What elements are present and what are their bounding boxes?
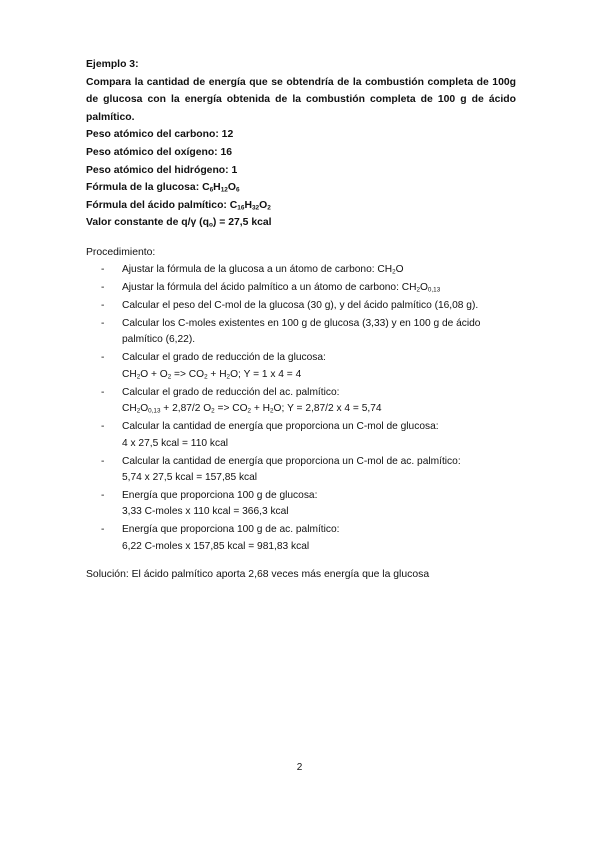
- example-title: Ejemplo 3:: [86, 59, 139, 70]
- list-item: [101, 262, 521, 278]
- list-bullet: -: [101, 352, 105, 364]
- list-item: [101, 454, 521, 487]
- step-result: 3,33 C-moles x 110 kcal = 366,3 kcal: [122, 506, 289, 518]
- step-text: Calcular la cantidad de energía que proporciona un C-mol de ac. palmítico:: [122, 455, 461, 467]
- hydrogen-weight-line: Peso atómico del hidrógeno: 1: [86, 164, 238, 176]
- step-result: 4 x 27,5 kcal = 110 kcal: [122, 437, 228, 449]
- list-bullet: -: [101, 524, 105, 536]
- list-item: [101, 350, 521, 383]
- palmitic-formula-line: Fórmula del ácido palmítico: $C_{16}H_{32}O_2$: [86, 199, 271, 212]
- list-item: [101, 316, 521, 349]
- list-item: [101, 488, 521, 521]
- step-text: Calcular el grado de reducción del ac. palmítico:: [122, 386, 340, 398]
- list-bullet: -: [101, 264, 105, 275]
- list-bullet: -: [101, 455, 105, 467]
- example-header: [86, 56, 516, 232]
- page-number: 2: [296, 762, 303, 773]
- palmitic-reduction-equation: $CH_2O_{0,13} + 2,87/2$ $O_2 => CO_2 + H_2O$; Υ = 2,87/2 x 4 = 5,74: [122, 403, 382, 415]
- step-result: 6,22 C-moles x 157,85 kcal = 981,83 kcal: [122, 540, 310, 552]
- step-text: Energía que proporciona 100 g de glucosa:: [122, 490, 318, 502]
- list-item: [101, 522, 521, 555]
- procedure-title: Procedimiento:: [86, 247, 156, 258]
- oxygen-weight-line: Peso atómico del oxígeno: 16: [86, 146, 233, 158]
- list-item: [101, 298, 521, 314]
- step-text: Ajustar la fórmula de la glucosa a un átomo de carbono: $CH_2O$: [122, 264, 404, 276]
- step-text: Calcular la cantidad de energía que proporciona un C-mol de glucosa:: [122, 421, 439, 433]
- list-item: [101, 419, 521, 452]
- list-item: [101, 280, 521, 296]
- step-text: Calcular los C-moles existentes en 100 g de glucosa (3,33) y en 100 g de ácido palmítico (6,22).: [122, 318, 481, 346]
- glucose-formula-line: Fórmula de la glucosa: $C_6H_{12}O_6$: [86, 182, 240, 194]
- step-text: Ajustar la fórmula del ácido palmítico a un átomo de carbono: $CH_2O_{0,13}$: [122, 282, 441, 294]
- step-result: 5,74 x 27,5 kcal = 157,85 kcal: [122, 472, 258, 484]
- step-text: Energía que proporciona 100 g de ac. palmítico:: [122, 524, 340, 536]
- list-item: [101, 385, 521, 418]
- list-bullet: -: [101, 300, 105, 311]
- step-text: Calcular el peso del C-mol de la glucosa (30 g), y del ácido palmítico (16,08 g).: [122, 300, 479, 311]
- procedure-steps: [101, 262, 521, 557]
- solution-text: Solución: El ácido palmítico aporta 2,68 veces más energía que la glucosa: [86, 569, 430, 580]
- list-bullet: -: [101, 490, 105, 502]
- carbon-weight-line: Peso atómico del carbono: 12: [86, 129, 234, 141]
- step-text: Calcular el grado de reducción de la glucosa:: [122, 352, 326, 364]
- list-bullet: -: [101, 318, 105, 329]
- list-bullet: -: [101, 386, 105, 398]
- glucose-reduction-equation: $CH_2O + O_2 => CO_2 + H_2O$; Υ = 1 x 4 = 4: [122, 368, 302, 381]
- constant-value-line: Valor constante de q/γ $(q_o) = 27,5$ kcal: [86, 217, 272, 229]
- list-bullet: -: [101, 421, 105, 433]
- problem-statement: Compara la cantidad de energía que se obtendría de la combustión completa de 100g de glucosa con la energía obtenida de la combustión completa de 100 g de ácido palmítico.: [86, 76, 516, 123]
- list-bullet: -: [101, 282, 105, 293]
